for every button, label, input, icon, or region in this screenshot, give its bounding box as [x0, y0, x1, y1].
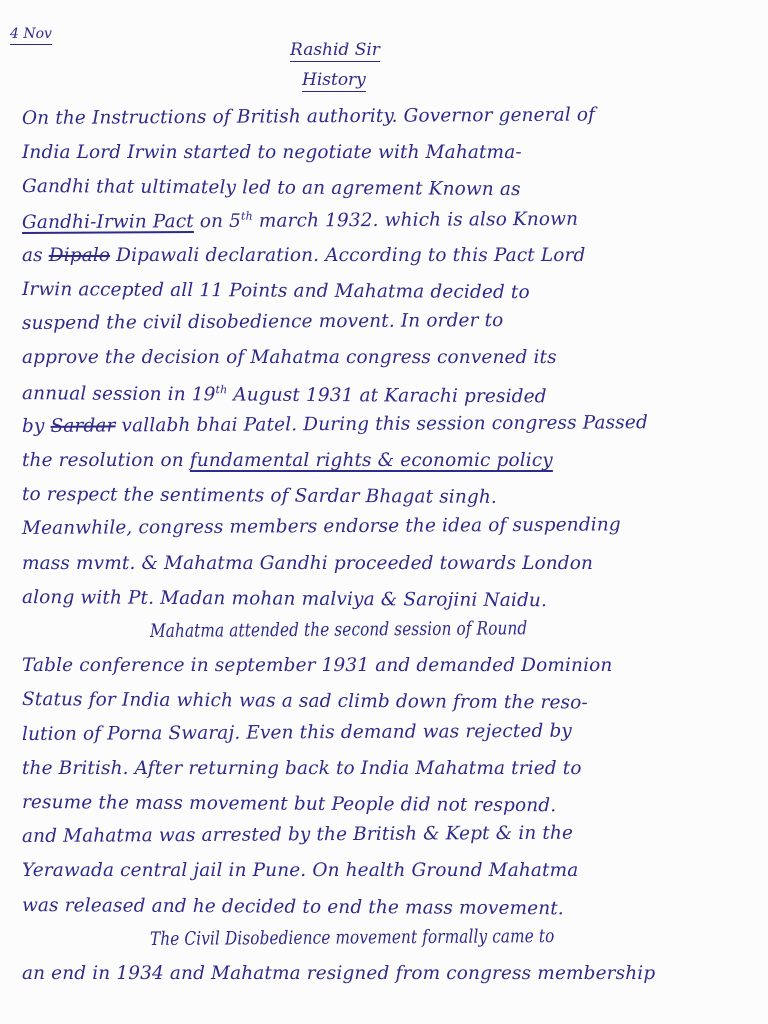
text-line	[22, 514, 764, 540]
text-segment: Yerawada central jail in Pune. On health Ground Mahatma	[22, 860, 579, 882]
text-segment: to respect the sentiments of Sardar Bhagat singh.	[21, 484, 497, 509]
text-segment: and Mahatma was arrested by the British & Kept & in the	[21, 822, 574, 848]
text-segment: The Civil Disobedience movement formally came to	[149, 925, 555, 950]
teacher-name: Rashid Sir	[290, 40, 380, 60]
text-segment: Dipawali declaration. According to this Pact Lord	[110, 244, 586, 266]
text-line	[22, 860, 764, 881]
text-segment: vallabh bhai Patel. During this session congress Passed	[115, 411, 648, 437]
text-segment: annual session in 19	[21, 382, 216, 405]
text-segment: Gandhi that ultimately led to an agrement Known as	[21, 176, 521, 201]
text-line	[22, 655, 764, 676]
text-segment: march 1932. which is also Known	[252, 208, 579, 232]
text-segment: Irwin accepted all 11 Points and Mahatma decided to	[21, 279, 530, 304]
text-line	[22, 450, 764, 471]
text-line	[22, 176, 764, 202]
text-segment: fundamental rights & economic policy	[189, 450, 553, 471]
text-line	[22, 484, 764, 510]
text-segment: On the Instructions of British authority. Governor general of	[21, 104, 596, 129]
text-line	[22, 963, 764, 984]
text-segment: India Lord Irwin started to negotiate with Mahatma-	[22, 142, 522, 164]
text-segment: Gandhi-Irwin Pact	[21, 210, 194, 233]
text-segment: resume the mass movement but People did not respond.	[21, 792, 557, 817]
text-segment: August 1931 at Karachi presided	[227, 384, 547, 407]
text-line	[22, 553, 764, 574]
text-line	[22, 587, 764, 613]
text-segment: as	[22, 244, 49, 266]
text-segment: suspend the civil disobedience movent. In order to	[21, 310, 504, 335]
text-line	[22, 382, 764, 409]
text-line	[22, 347, 764, 368]
text-line	[22, 411, 764, 437]
text-segment: Mahatma attended the second session of Round	[149, 618, 528, 642]
text-segment: th	[215, 382, 228, 396]
text-segment: on 5	[193, 210, 242, 232]
text-line	[22, 245, 764, 266]
text-segment: mass mvmt. & Mahatma Gandhi proceeded towards London	[22, 552, 594, 574]
text-line	[150, 616, 764, 642]
text-segment: an end in 1934 and Mahatma resigned from congress membership	[22, 963, 656, 984]
text-segment: Table conference in september 1931 and demanded Dominion	[22, 655, 613, 677]
text-segment: Status for India which was a sad climb down from the reso-	[21, 689, 588, 714]
text-segment: by	[21, 415, 51, 437]
text-segment: lution of Porna Swaraj. Even this demand was rejected by	[21, 720, 573, 745]
text-line	[22, 279, 764, 305]
text-segment: Sardar	[50, 415, 116, 437]
text-segment: the British. After returning back to India Mahatma tried to	[22, 757, 582, 779]
text-line	[22, 822, 764, 848]
text-line	[22, 689, 764, 715]
text-line	[22, 792, 764, 818]
text-segment: th	[240, 209, 253, 223]
text-line	[22, 758, 764, 779]
text-segment: approve the decision of Mahatma congress convened its	[22, 347, 557, 369]
text-line	[150, 924, 764, 950]
text-line	[22, 895, 764, 921]
text-line	[22, 206, 764, 233]
text-segment: was released and he decided to end the mass movement.	[21, 894, 564, 919]
text-line	[22, 103, 764, 129]
text-line	[22, 309, 764, 335]
text-segment: along with Pt. Madan mohan malviya & Sarojini Naidu.	[21, 586, 548, 612]
text-segment: Meanwhile, congress members endorse the idea of suspending	[21, 514, 621, 540]
subject-title: History	[302, 70, 366, 90]
text-line	[22, 719, 764, 745]
text-segment: Dipalo	[48, 244, 111, 266]
text-line	[22, 142, 764, 163]
note-date: 4 Nov	[10, 26, 52, 45]
text-segment: the resolution on	[22, 450, 190, 471]
